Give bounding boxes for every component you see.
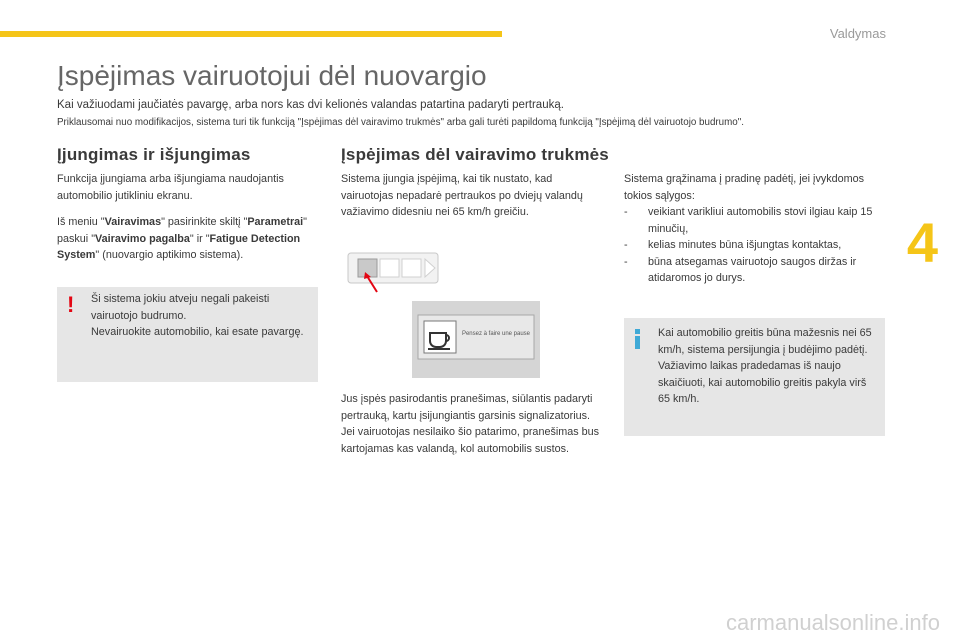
- section-heading-activation: Įjungimas ir išjungimas: [57, 145, 251, 164]
- menu-path-bold: Parametrai: [247, 216, 304, 228]
- section-heading-driving-time: Įspėjimas dėl vairavimo trukmės: [341, 145, 609, 164]
- chapter-number: 4: [906, 211, 938, 274]
- reset-conditions: [624, 171, 884, 287]
- message-description: [341, 391, 601, 457]
- touchscreen-button: [380, 259, 399, 277]
- menu-path-text: Iš meniu ": [57, 216, 105, 228]
- activation-paragraph: Funkcija įjungiama arba išjungiama naudojantis automobilio jutikliniu ekranu.: [57, 173, 284, 202]
- info-icon: [631, 329, 643, 349]
- touchscreen-button: [402, 259, 421, 277]
- pause-message-illustration: [412, 301, 540, 378]
- list-item-text: būna atsegamas vairuotojo saugos diržas ir atidaromos jo durys.: [648, 255, 857, 284]
- menu-path-text: " pasirinkite skiltį ": [161, 216, 248, 228]
- section-label: Valdymas: [829, 26, 886, 41]
- list-dash: -: [624, 255, 628, 268]
- info-line: Kai automobilio greitis būna mažesnis nei 65 km/h, sistema persijungia į budėjimo padėtį.: [658, 327, 872, 356]
- touchscreen-illustration: [347, 252, 447, 294]
- screen-message: Pensez à faire une pause: [461, 331, 531, 337]
- info-line: Važiavimo laikas pradedamas iš naujo skaičiuoti, kai automobilio greitis pakyla virš 65 km/h.: [658, 360, 867, 405]
- list-item: [624, 204, 884, 237]
- list-dash: -: [624, 206, 628, 218]
- warning-text: [91, 291, 313, 341]
- warning-icon: !: [67, 292, 75, 317]
- menu-path-text: " paskui ": [57, 216, 308, 245]
- menu-path-bold: Vairavimas: [104, 216, 162, 228]
- message-paragraph: Jus įspės pasirodantis pranešimas, siūlantis padaryti pertrauką, kartu įsijungiantis garsinis signalizatorius.: [341, 393, 593, 422]
- watermark: carmanualsonline.info: [725, 610, 940, 635]
- menu-path-text: " ir ": [189, 232, 210, 245]
- menu-path-bold: Vairavimo pagalba: [95, 232, 190, 245]
- menu-path-text: " (nuovargio aptikimo sistema).: [95, 249, 244, 261]
- lead-text: Kai važiuodami jaučiatės pavargę, arba nors kas dvi kelionės valandas patartina padaryti pertrauką.: [57, 99, 564, 111]
- menu-path-bold: Fatigue Detection System: [57, 232, 301, 261]
- repeat-paragraph: Jei vairuotojas nesilaiko šio patarimo, pranešimas bus kartojamas kas valandą, kol automobilis sustos.: [341, 426, 600, 455]
- list-item-text: kelias minutes būna išjungtas kontaktas,: [648, 239, 842, 251]
- lead-note: Priklausomai nuo modifikacijos, sistema turi tik funkciją "Įspėjimas dėl vairavimo trukmės" arba gali turėti papildomą funkciją "Įspėjimą dėl vairuotojo budrumo".: [57, 117, 744, 128]
- info-text: [658, 325, 880, 408]
- list-item-text: veikiant varikliui automobilis stovi ilgiau kaip 15 minučių,: [648, 206, 873, 235]
- list-item: [624, 254, 884, 287]
- driving-time-paragraph: Sistema įjungia įspėjimą, kai tik nustato, kad vairuotojas nepadarė pertraukos po dviejų valandų važiavimo didesniu nei 65 km/h greičiu.: [341, 173, 583, 218]
- menu-path-paragraph: [57, 214, 319, 264]
- top-accent-bar: [0, 31, 502, 37]
- warning-line: Ši sistema jokiu atveju negali pakeisti vairuotojo budrumo.: [91, 293, 270, 322]
- list-dash: -: [624, 239, 628, 251]
- reset-intro: Sistema grąžinama į pradinę padėtį, jei įvykdomos tokios sąlygos:: [624, 173, 865, 202]
- page-title: Įspėjimas vairuotojui dėl nuovargio: [57, 60, 487, 91]
- list-item: [624, 237, 884, 254]
- warning-line: Nevairuokite automobilio, kai esate pavargę.: [91, 326, 304, 338]
